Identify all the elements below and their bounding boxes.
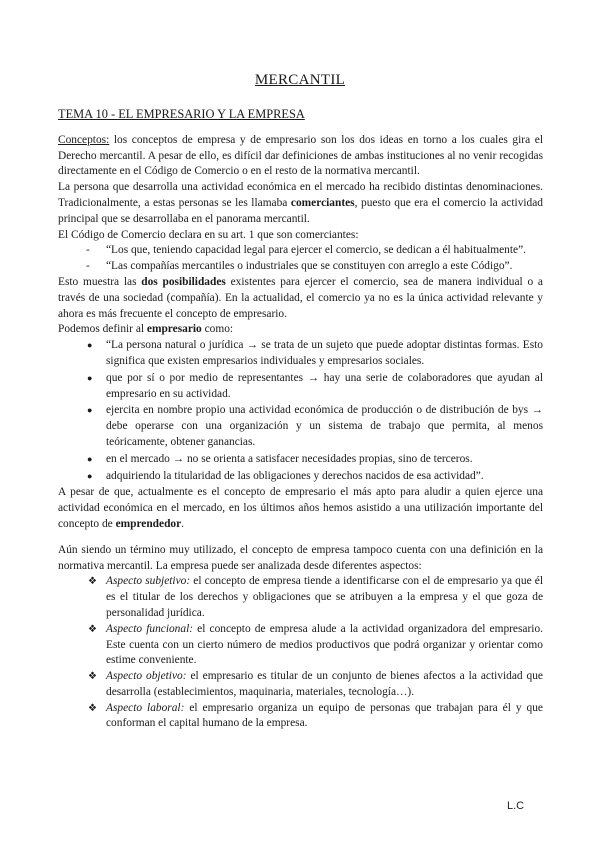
bullet-list-item: ● adquiriendo la titularidad de las obligaciones y derechos nacidos de esa actividad”. [58, 469, 543, 485]
bullet-list-item: ● “La persona natural o jurídica → se trata de un sujeto que puede adoptar distintas formas. Esto significa que existen empresarios individuales y empresarios sociales. [58, 338, 543, 370]
conceptos-text: los conceptos de empresa y de empresario son los dos ideas en torno a los cuales gira el Derecho mercantil. A pesar de ello, es difícil dar definiciones de ambas instituciones al no venir recogidas directamente en el Código de Comercio o en el resto de la normativa mercantil. [58, 133, 543, 178]
aspect-text: el concepto de empresa tiende a identificarse con el de empresario ya que él es el titular de los derechos y obligaciones que se atribuyen a la empresa y el que goza de personalidad jurídica. [106, 575, 544, 619]
document-title: MERCANTIL [254, 72, 346, 88]
paragraph-empresa: Aún siendo un término muy utilizado, el concepto de empresa tampoco cuenta con una definición en la normativa mercantil. La empresa puede ser analizada desde diferentes aspectos: [58, 543, 543, 572]
section-heading: TEMA 10 - EL EMPRESARIO Y LA EMPRESA [58, 107, 305, 121]
emprendedor-text-b: . [181, 517, 185, 530]
paragraph-posibilidades [58, 275, 543, 322]
definir-text-b: como: [201, 323, 234, 336]
posibilidades-text-a: Esto muestra las [58, 275, 142, 288]
comerciantes-text-b: , puesto que era el comercio la actividad principal que se desarrollaba en el panorama mercantil. [58, 196, 543, 225]
aspect-label: Aspecto funcional: [106, 622, 194, 635]
aspect-item [58, 701, 543, 733]
empresario-bold: empresario [146, 323, 202, 336]
bullet-list-item: ● que por sí o por medio de representantes → hay una serie de colaboradores que ayudan al empresario en su actividad. [58, 371, 543, 403]
paragraph-codigo: El Código de Comercio declara en su art. 1 que son comerciantes: [58, 228, 359, 241]
conceptos-label: Conceptos: [58, 133, 110, 146]
dash-list [58, 243, 543, 275]
paragraph-definir [58, 322, 543, 338]
posibilidades-text-b: existentes para ejercer el comercio, sea de manera individual o a través de una sociedad (compañía). En la actualidad, el comercio ya no es la única actividad relevante y ahora es más frecuente el concepto de empresario. [58, 275, 543, 320]
paragraph-comerciantes [58, 180, 543, 227]
definir-text-a: Podemos definir al [58, 323, 147, 336]
aspect-text: el empresario organiza un equipo de personas que trabajan para él y que conforman el capital humano de la empresa. [106, 701, 543, 730]
aspect-item [58, 622, 543, 669]
bullet-list [58, 338, 543, 484]
paragraph-gap [58, 533, 543, 543]
comerciantes-bold: comerciantes [290, 196, 355, 209]
aspects-list [58, 574, 543, 732]
bullet-list-item: ● en el mercado → no se orienta a satisfacer necesidades propias, sino de terceros. [58, 452, 543, 468]
emprendedor-text-a: A pesar de que, actualmente es el concepto de empresario el más apto para aludir a quien ejerce una actividad económica en el mercado, en los últimos años hemos asistido a una utilización importante del concepto de [58, 486, 543, 530]
comerciantes-text-a: La persona que desarrolla una actividad económica en el mercado ha recibido distintas denominaciones. Tradicionalmente, a estas personas se les llamaba [58, 181, 543, 209]
aspect-label: Aspecto laboral: [106, 701, 185, 714]
aspect-item [58, 669, 543, 701]
posibilidades-bold: dos posibilidades [141, 275, 226, 288]
document-body [58, 107, 543, 732]
aspect-text: el concepto de empresa alude a la actividad organizadora del empresario. Este cuenta con un cierto número de medios productivos que podrá organizar y orientar como estime conveniente. [106, 622, 543, 667]
dash-list-item: - “Las compañías mercantiles o industriales que se constituyen con arreglo a este Código”. [58, 259, 543, 275]
bullet-list-item: ● ejercita en nombre propio una actividad económica de producción o de distribución de bys → debe operarse con una organización y un sistema de trabajo que permita, al menos teóricamente, obtener ganancias. [58, 403, 543, 450]
aspect-label: Aspecto objetivo: [106, 670, 187, 683]
paragraph-emprendedor [58, 485, 543, 532]
emprendedor-bold: emprendedor [115, 517, 182, 530]
aspect-text: el empresario es titular de un conjunto de bienes afectos a la actividad que desarrolla (establecimientos, maquinaria, materiales, tecnología…). [106, 670, 543, 698]
footer-initials: L.C [507, 800, 525, 812]
dash-list-item: - “Los que, teniendo capacidad legal para ejercer el comercio, se dedican a él habitualmente”. [58, 243, 543, 259]
aspect-item [58, 574, 543, 621]
paragraph-conceptos [58, 133, 543, 180]
aspect-label: Aspecto subjetivo: [106, 575, 191, 588]
